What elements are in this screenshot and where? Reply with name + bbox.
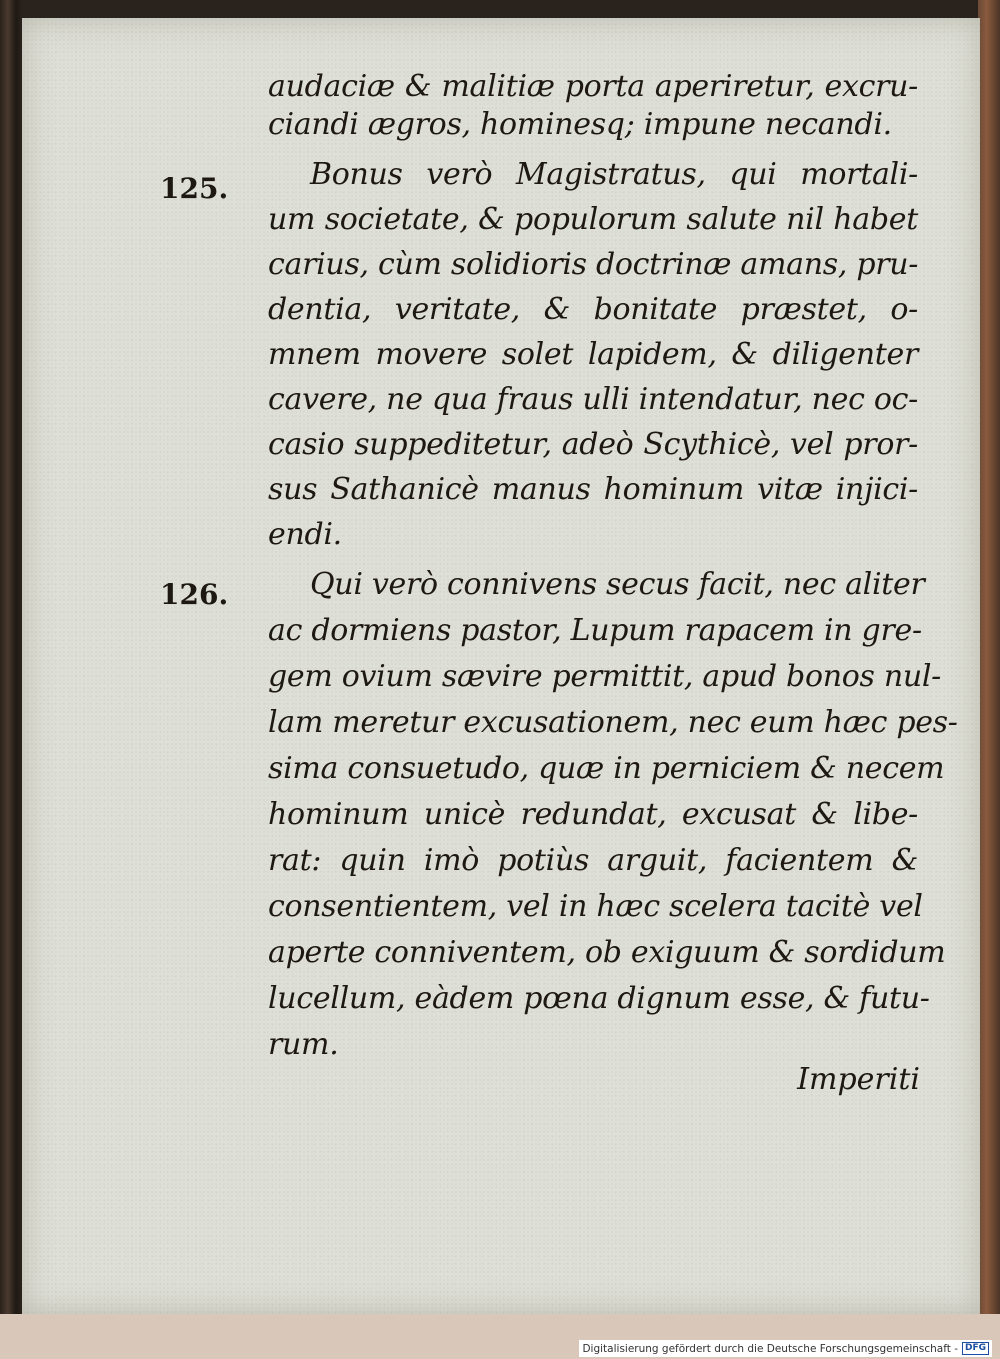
text-line: aperte conniventem, ob exiguum & sordidum xyxy=(268,935,946,970)
paragraph-number: 125. xyxy=(160,172,229,205)
text-line: audaciæ & malitiæ porta aperiretur, excru- xyxy=(268,69,918,104)
text-line: um societate, & populorum salute nil habet xyxy=(268,202,918,237)
catchword: Imperiti xyxy=(797,1062,920,1097)
text-line: gem ovium sævire permittit, apud bonos nul- xyxy=(268,659,941,694)
footer-credit-text: Digitalisierung gefördert durch die Deutsche Forschungsgemeinschaft - xyxy=(582,1342,958,1355)
text-line: carius, cùm solidioris doctrinæ amans, pru- xyxy=(268,247,919,282)
text-line: endi. xyxy=(268,517,342,552)
dfg-logo: DFG xyxy=(962,1342,989,1355)
text-line: Bonus verò Magistratus, qui mortali- xyxy=(310,157,918,192)
text-line: consentientem, vel in hæc scelera tacitè vel xyxy=(268,889,923,924)
text-line: sima consuetudo, quæ in perniciem & necem xyxy=(268,751,945,786)
text-line: dentia, veritate, & bonitate præstet, o- xyxy=(268,292,918,327)
text-line: mnem movere solet lapidem, & diligenter xyxy=(268,337,918,372)
text-line: ac dormiens pastor, Lupum rapacem in gre- xyxy=(268,613,922,648)
digitization-footer xyxy=(579,1340,992,1357)
paragraph-number: 126. xyxy=(160,578,229,611)
text-line: lucellum, eàdem pœna dignum esse, & futu- xyxy=(268,981,930,1016)
text-line: hominum unicè redundat, excusat & libe- xyxy=(268,797,918,832)
text-line: lam meretur excusationem, nec eum hæc pes- xyxy=(268,705,958,740)
text-line: rum. xyxy=(268,1027,339,1062)
text-line: sus Sathanicè manus hominum vitæ injici- xyxy=(268,472,918,507)
text-line: Qui verò connivens secus facit, nec aliter xyxy=(310,567,925,602)
book-spine-edge xyxy=(978,0,1000,1359)
text-line: ciandi ægros, hominesq; impune necandi. xyxy=(268,107,892,142)
text-line: cavere, ne qua fraus ulli intendatur, nec oc- xyxy=(268,382,918,417)
text-line: rat: quin imò potiùs arguit, facientem & xyxy=(268,843,918,878)
text-line: casio suppeditetur, adeò Scythicè, vel pror- xyxy=(268,427,918,462)
